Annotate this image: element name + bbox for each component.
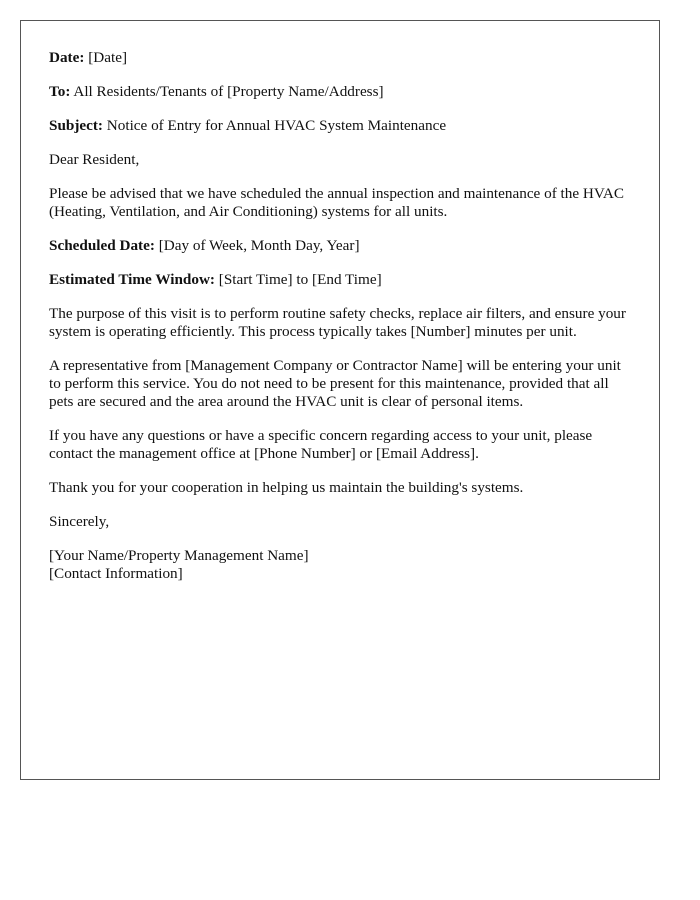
subject-value: Notice of Entry for Annual HVAC System Maintenance xyxy=(103,117,447,134)
salutation: Dear Resident, xyxy=(49,151,140,168)
to-label: To: xyxy=(49,83,71,100)
date-line xyxy=(49,49,631,67)
letter-document xyxy=(20,20,660,780)
subject-line xyxy=(49,117,631,135)
representative-paragraph: A representative from [Management Company or Contractor Name] will be entering your unit to perform this service. You do not need to be present for this maintenance, provided that all pets are secured and the area around the HVAC unit is clear of personal items. xyxy=(49,357,621,410)
time-window-label: Estimated Time Window: xyxy=(49,271,215,288)
signature-name: [Your Name/Property Management Name] xyxy=(49,547,309,564)
time-window-value: [Start Time] to [End Time] xyxy=(214,271,382,288)
closing: Sincerely, xyxy=(49,513,110,530)
time-window-line xyxy=(49,271,631,289)
intro-paragraph: Please be advised that we have scheduled the annual inspection and maintenance of the HVAC (Heating, Ventilation, and Air Conditioning) systems for all units. xyxy=(49,185,624,220)
scheduled-date-value: [Day of Week, Month Day, Year] xyxy=(154,237,360,254)
date-value: [Date] xyxy=(84,49,128,66)
date-label: Date: xyxy=(49,49,85,66)
thanks-paragraph: Thank you for your cooperation in helping us maintain the building's systems. xyxy=(49,479,524,496)
recipient-line xyxy=(49,83,631,101)
purpose-paragraph: The purpose of this visit is to perform routine safety checks, replace air filters, and ensure your system is operating efficiently. This process typically takes [Number] minutes per unit. xyxy=(49,305,626,340)
scheduled-date-line xyxy=(49,237,631,255)
subject-label: Subject: xyxy=(49,117,103,134)
scheduled-date-label: Scheduled Date: xyxy=(49,237,155,254)
to-value: All Residents/Tenants of [Property Name/Address] xyxy=(70,83,384,100)
signature-contact: [Contact Information] xyxy=(49,565,183,582)
questions-paragraph: If you have any questions or have a specific concern regarding access to your unit, please contact the management office at [Phone Number] or [Email Address]. xyxy=(49,427,593,462)
